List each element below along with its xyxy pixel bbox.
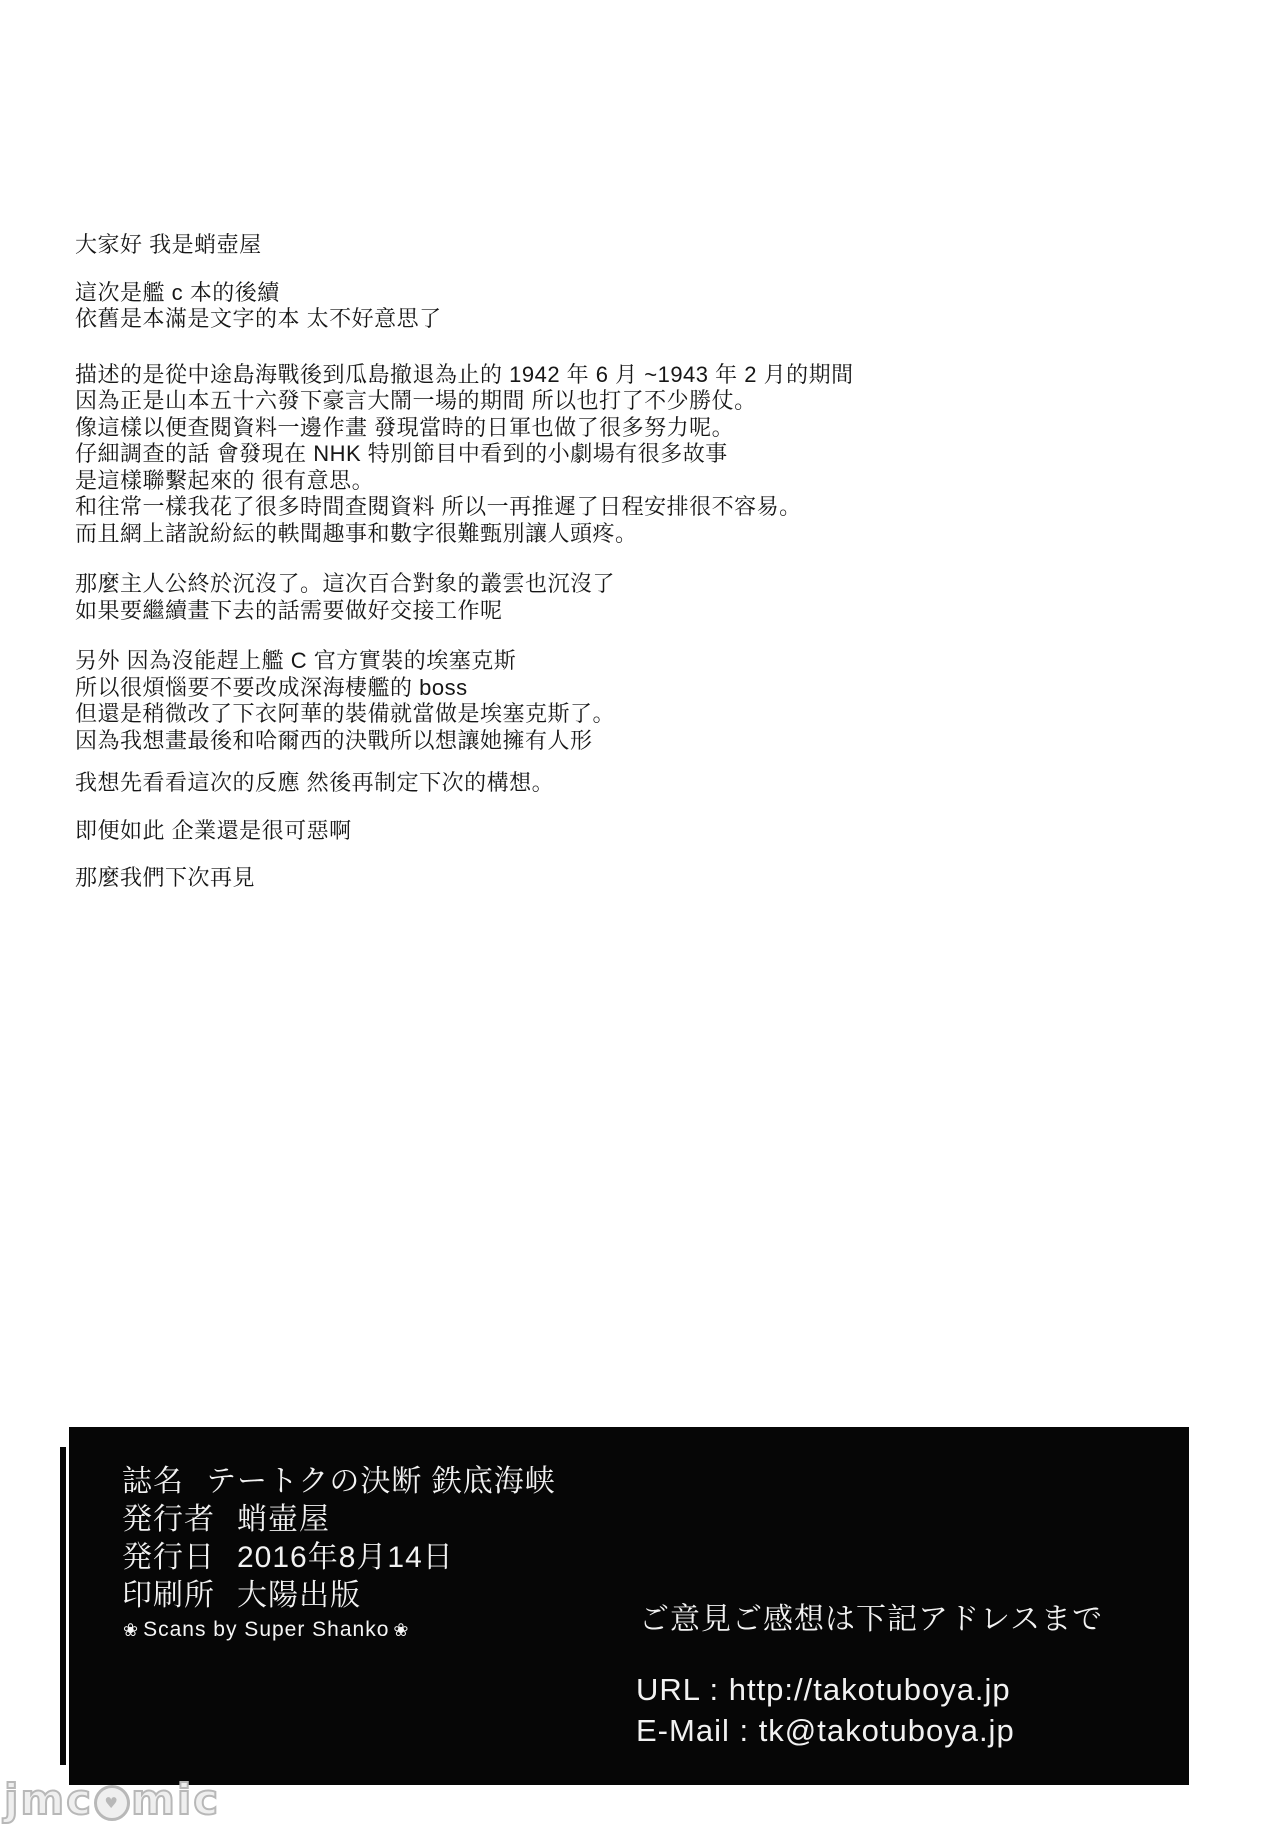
text-line: 像這樣以便查閱資料一邊作畫 發現當時的日軍也做了很多努力呢。: [75, 414, 735, 440]
printer-label: 印刷所: [122, 1579, 215, 1612]
text-line: 另外 因為沒能趕上艦 C 官方實裝的埃塞克斯: [75, 648, 517, 673]
paragraph: [75, 362, 1175, 548]
text-line: 這次是艦 c 本的後續: [75, 279, 280, 305]
paragraph: [75, 865, 1175, 892]
watermark-prefix: jmc: [4, 1775, 94, 1824]
colophon-box: [69, 1427, 1189, 1785]
text-line: 依舊是本滿是文字的本 太不好意思了: [75, 306, 442, 331]
octopus-icon: ♥: [94, 1785, 130, 1821]
publisher-label: 発行者: [122, 1503, 215, 1536]
watermark: [4, 1775, 221, 1824]
paragraph: [75, 818, 1175, 845]
text-line: 因為我想畫最後和哈爾西的決戰所以想讓她擁有人形: [75, 727, 593, 753]
text-line: 大家好 我是蛸壺屋: [75, 232, 262, 257]
flower-flourish-icon: ❀: [393, 1620, 410, 1640]
text-line: 那麼主人公終於沉沒了。這次百合對象的叢雲也沉沒了: [75, 571, 616, 596]
paragraph: [75, 571, 1175, 624]
text-line: 如果要繼續畫下去的話需要做好交接工作呢: [75, 597, 503, 623]
printer-row: [122, 1577, 556, 1615]
text-line: 那麼我們下次再見: [75, 865, 256, 890]
afterword-text: [75, 232, 1175, 892]
paragraph: [75, 770, 1175, 797]
publication-info: [122, 1463, 556, 1615]
url-value: http://takotuboya.jp: [728, 1672, 1011, 1707]
scan-credit-text: Scans by Super Shanko: [143, 1618, 390, 1641]
text-line: 即便如此 企業還是很可惡啊: [75, 817, 352, 843]
publisher-row: [122, 1501, 556, 1539]
watermark-suffix: mic: [131, 1775, 221, 1824]
url-line: [636, 1672, 1011, 1708]
paragraph: [75, 280, 1175, 333]
magazine-title-label: 誌名: [122, 1465, 184, 1498]
flower-flourish-icon: ❀: [123, 1620, 140, 1640]
email-label: E-Mail: [636, 1713, 730, 1748]
email-line: [636, 1713, 1015, 1749]
text-line: 描述的是從中途島海戰後到瓜島撤退為止的 1942 年 6 月 ~1943 年 2 月的期間: [75, 361, 854, 387]
publication-date-value: 2016年8月14日: [237, 1541, 454, 1574]
scan-artifact-strip: [60, 1447, 66, 1765]
printer-value: 大陽出版: [237, 1579, 361, 1612]
url-separator: :: [699, 1672, 729, 1707]
paragraph: [75, 648, 1175, 754]
text-line: 仔細調查的話 會發現在 NHK 特別節目中看到的小劇場有很多故事: [75, 441, 728, 466]
text-line: 而且網上諸說紛紜的軼聞趣事和數字很難甄別讓人頭疼。: [75, 520, 638, 546]
text-line: 和往常一樣我花了很多時間查閱資料 所以一再推遲了日程安排很不容易。: [75, 494, 802, 519]
paragraph: [75, 232, 1175, 259]
text-line: 但還是稍微改了下衣阿華的裝備就當做是埃塞克斯了。: [75, 701, 616, 726]
text-line: 所以很煩惱要不要改成深海棲艦的 boss: [75, 674, 468, 700]
magazine-title-row: [122, 1463, 556, 1501]
publication-date-row: [122, 1539, 556, 1577]
text-line: 因為正是山本五十六發下豪言大鬧一場的期間 所以也打了不少勝仗。: [75, 388, 757, 413]
scan-credit: [119, 1618, 414, 1642]
text-line: 是這樣聯繫起來的 很有意思。: [75, 467, 375, 493]
contact-note: ご意見ご感想は下記アドレスまで: [639, 1603, 1104, 1636]
email-value: tk@takotuboya.jp: [758, 1713, 1015, 1748]
publisher-value: 蛸壷屋: [237, 1503, 330, 1536]
url-label: URL: [636, 1672, 700, 1707]
publication-date-label: 発行日: [122, 1541, 215, 1574]
email-separator: :: [729, 1713, 759, 1748]
magazine-title-value: テートクの決断 鉄底海峡: [206, 1465, 556, 1498]
text-line: 我想先看看這次的反應 然後再制定下次的構想。: [75, 770, 555, 795]
